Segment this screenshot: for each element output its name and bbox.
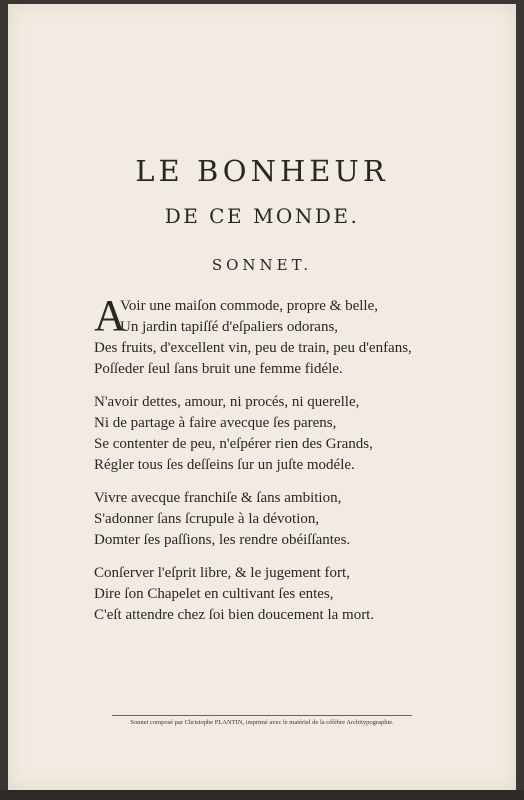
poem-line: N'avoir dettes, amour, ni procés, ni querelle, <box>94 394 360 410</box>
stanza-4 <box>94 563 444 626</box>
poem-line: Conſerver l'eſprit libre, & le jugement fort, <box>94 565 350 581</box>
footer-divider <box>112 715 412 716</box>
poem-line: Un jardin tapiſſé d'eſpaliers odorans, <box>120 319 339 335</box>
poem-line: Domter ſes paſſions, les rendre obéiſſantes. <box>94 532 351 548</box>
title-main: LE BONHEUR <box>135 154 389 188</box>
stanza-2 <box>94 392 444 476</box>
poem-line: Ni de partage à faire avecque ſes parens, <box>94 415 337 431</box>
poem-line: Régler tous ſes deſſeins ſur un juſte modéle. <box>94 457 355 473</box>
sonnet-poem <box>94 291 444 638</box>
poem-line: Se contenter de peu, n'eſpérer rien des Grands, <box>94 436 373 452</box>
poem-line: C'eſt attendre chez ſoi bien doucement la mort. <box>94 607 375 623</box>
poem-line: Des fruits, d'excellent vin, peu de train, peu d'enfans, <box>94 340 412 356</box>
title-subtitle: DE CE MONDE. <box>164 204 360 228</box>
drop-cap: A <box>94 291 126 340</box>
poem-line: Dire ſon Chapelet en cultivant ſes entes, <box>94 586 334 602</box>
colophon: Sonnet composé par Christophe PLANTIN, imprimé avec le matériel de la célèbre Architypographie. <box>130 719 394 726</box>
stanza-1 <box>94 291 444 380</box>
poem-line: S'adonner ſans ſcrupule à la dévotion, <box>94 511 320 527</box>
title-sonnet: SONNET. <box>211 256 313 274</box>
poem-line: Poſſeder ſeul ſans bruit une femme fidéle. <box>94 361 343 377</box>
poem-line-text: Voir une maiſon commode, propre & belle, <box>120 298 378 314</box>
stanza-3 <box>94 488 444 551</box>
scan-border <box>0 790 524 800</box>
poem-line: Vivre avecque franchiſe & ſans ambition, <box>94 490 342 506</box>
